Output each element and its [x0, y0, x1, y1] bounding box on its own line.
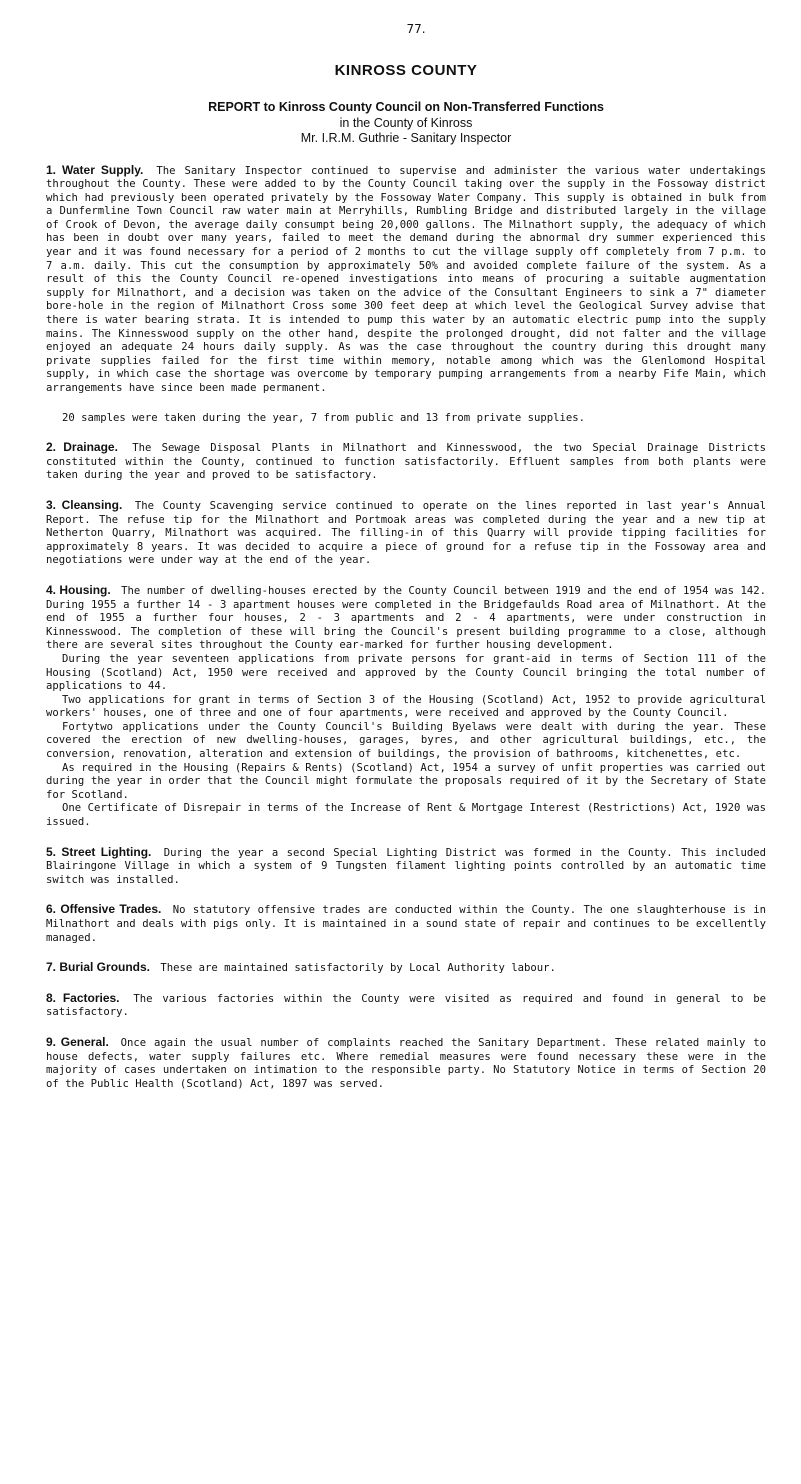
section-heading: 3. Cleansing.	[46, 497, 123, 512]
section-paragraph: Two applications for grant in terms of Section 3 of the Housing (Scotland) Act, 1952 to provide agricultural workers' houses, one of three and one of four apartments, were received and approved by the County Council.	[46, 693, 766, 720]
section-cleansing	[46, 499, 766, 568]
section-paragraph: During the year seventeen applications from private persons for grant-aid in terms of Section 111 of the Housing (Scotland) Act, 1950 were received and approved by the County Council bringing the total number of applications to 44.	[46, 652, 766, 693]
section-burial-grounds	[46, 961, 766, 976]
section-offensive-trades	[46, 903, 766, 945]
section-text: During the year a second Special Lighting District was formed in the County. This included Blairingone Village in which a system of 9 Tungsten filament lighting points controlled by an automatic time switch was installed.	[46, 846, 766, 886]
section-paragraph: Fortytwo applications under the County Council's Building Byelaws were dealt with during the year. These covered the erection of new dwelling-houses, garages, byres, and other agricultural buildings, etc., the conversion, renovation, alteration and extension of buildings, the provision of bathrooms, kitchenettes, etc.	[46, 720, 766, 761]
section-general	[46, 1036, 766, 1091]
section-text: Once again the usual number of complaints reached the Sanitary Department. These related mainly to house defects, water supply failures etc. Where remedial measures were found necessary these were in the majority of cases undertaken on intimation to the responsible party. No Statutory Notice in terms of Section 20 of the Public Health (Scotland) Act, 1897 was served.	[46, 1036, 766, 1090]
report-author: Mr. I.R.M. Guthrie - Sanitary Inspector	[300, 131, 512, 145]
section-text: The Sewage Disposal Plants in Milnathort and Kinnesswood, the two Special Drainage Districts constituted within the County, continued to function satisfactorily. Effluent samples from both plants were taken during the year and proved to be satisfactory.	[46, 442, 766, 482]
section-heading: 7. Burial Grounds.	[46, 960, 151, 975]
section-text: No statutory offensive trades are conducted within the County. The one slaughterhouse is in Milnathort and deals with pigs only. It is maintained in a sound state of repair and continues to be excellently managed.	[46, 904, 766, 944]
page-number: 77.	[406, 22, 426, 36]
section-heading: 6. Offensive Trades.	[46, 902, 162, 917]
section-heading: 4. Housing.	[46, 582, 111, 597]
section-water-supply	[46, 164, 766, 396]
report-header	[46, 100, 766, 147]
section-paragraph: 20 samples were taken during the year, 7 from public and 13 from private supplies.	[62, 411, 585, 424]
section-paragraph: One Certificate of Disrepair in terms of the Increase of Rent & Mortgage Interest (Restrictions) Act, 1920 was issued.	[46, 802, 766, 829]
section-heading: 1. Water Supply.	[46, 162, 144, 177]
section-heading: 5. Street Lighting.	[46, 844, 152, 859]
report-subtitle: in the County of Kinross	[339, 115, 473, 130]
section-paragraph: As required in the Housing (Repairs & Rents) (Scotland) Act, 1954 a survey of unfit properties was carried out during the year in order that the Council might formulate the proposals required of it by the Secretary of State for Scotland.	[46, 761, 766, 801]
section-drainage	[46, 441, 766, 483]
section-housing	[46, 584, 766, 653]
section-heading: 2. Drainage.	[46, 440, 118, 455]
section-text: These are maintained satisfactorily by Local Authority labour.	[160, 962, 556, 975]
section-text: The County Scavenging service continued to operate on the lines reported in last year's Annual Report. The refuse tip for the Milnathort and Portmoak areas was completed during the year and a new tip at Netherton Quarry, Milnathort was acquired. The filling-in of this Quarry will provide tipping facilities for approximately 8 years. It was decided to acquire a piece of ground for a refuse tip in the Fossoway area and negotiations were under way at the end of the year.	[46, 499, 766, 567]
section-heading: 8. Factories.	[46, 990, 120, 1005]
county-heading: KINROSS COUNTY	[334, 62, 478, 79]
report-body	[46, 164, 766, 1092]
section-street-lighting	[46, 846, 766, 888]
section-factories	[46, 992, 766, 1020]
section-heading: 9. General.	[46, 1034, 109, 1049]
report-title: REPORT to Kinross County Council on Non-Transferred Functions	[208, 100, 604, 114]
document-page	[46, 22, 766, 1107]
section-text: The various factories within the County were visited as required and found in general to be satisfactory.	[46, 992, 766, 1019]
section-text: The Sanitary Inspector continued to supervise and administer the various water undertakings throughout the County. These were added to by the County Council taking over the supply in the Fossoway district which had previously been operated privately by the Fossoway Water Company. This supply is obtained in bulk from a Dunfermline Town Council raw water main at Merryhills, Rumbling Bridge and distributed largely in the village of Crook of Devon, the average daily consumpt being 20,000 gallons. The Milnathort supply, the adequacy of which has been in doubt over many years, failed to meet the demand during the abnormal dry summer experienced this year and it was found necessary for a period of 2 months to cut the village supply off completely from 7 p.m. to 7 a.m. daily. This cut the consumption by approximately 50% and avoided complete failure of the system. As a result of this the County Council re-opened investigations into means of procuring a suitable augmentation supply for Milnathort, and a decision was taken on the advice of the Consultant Engineers to sink a 7" diameter bore-hole in the region of Milnathort Cross some 300 feet deep at which level the Geological Survey advise that there is water bearing strata. It is intended to pump this water by an automatic electric pump into the supply mains. The Kinnesswood supply on the other hand, despite the prolonged drought, did not falter and the village enjoyed an adequate 24 hours daily supply. As was the case throughout the country during this drought many private supplies failed for the first time within memory, notable among which was the Glenlomond Hospital supply, in which case the shortage was overcome by temporary pumping arrangements from a nearby Fife Main, which arrangements have since been made permanent.	[46, 164, 766, 394]
section-text: The number of dwelling-houses erected by the County Council between 1919 and the end of 1954 was 142. During 1955 a further 14 - 3 apartment houses were completed in the Bridgefaulds Road area of Milnathort. At the end of 1955 a further four houses, 2 - 3 apartments and 2 - 4 apartments, were under construction in Kinnesswood. The completion of these will bring the Council's present building programme to a close, although there are several sites throughout the County ear-marked for further housing development.	[46, 584, 766, 652]
